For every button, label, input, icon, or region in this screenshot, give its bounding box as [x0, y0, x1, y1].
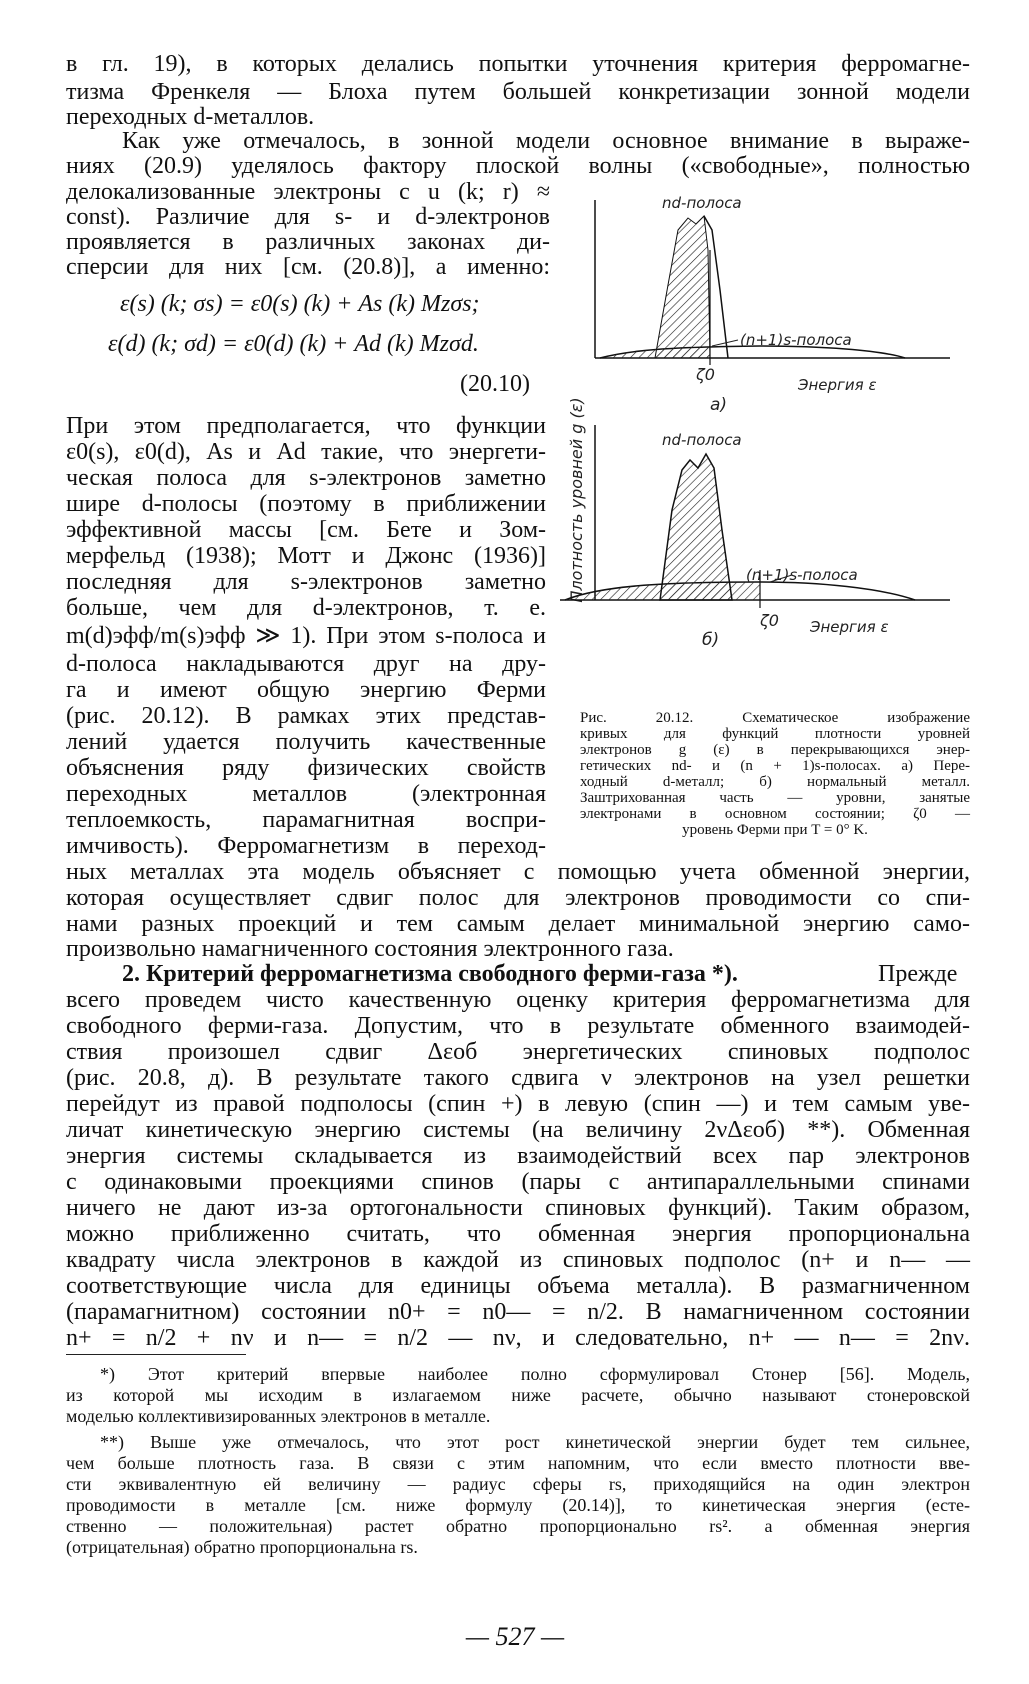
text-line: ниях (20.9) уделялось фактору плоской волны («свободные», полностью [66, 153, 970, 179]
figure-20-12 [560, 190, 980, 700]
panel-letter-b: б) [702, 630, 720, 650]
text-line: которая осуществляет сдвиг полос для электронов проводимости со спи- [66, 885, 970, 911]
caption-line: Рис. 20.12. Схематическое изображение [580, 710, 970, 726]
footnote-line: (отрицательная) обратно пропорциональна rs. [66, 1537, 418, 1557]
text-line: (рис. 20.12). В рамках этих представ- [66, 703, 546, 729]
text-line: проявляется в различных законах ди- [66, 229, 550, 255]
text-line: квадрату числа электронов в каждой из спиновых подполос (n+ и n— — [66, 1247, 970, 1273]
x-axis-label-b: Энергия ε [810, 618, 889, 636]
footnote-line: **) Выше уже отмечалось, что этот рост кинетической энергии будет тем сильнее, [100, 1432, 970, 1452]
text-line: ε0(s), ε0(d), As и Ad такие, что энергети- [66, 439, 546, 465]
text-line: энергия системы складывается из взаимодействий всех пар электронов [66, 1143, 970, 1169]
footnote-rule [66, 1354, 246, 1355]
density-of-states-diagram [560, 190, 980, 700]
text-line: эффективной массы [см. Бете и Зом- [66, 517, 546, 543]
text-line: нами разных проекций и тем самым делает минимальной энергию само- [66, 911, 970, 937]
text-line: ствия произошел сдвиг Δεоб энергетических спиновых подполос [66, 1039, 970, 1065]
text-line: делокализованные электроны с u (k; r) ≈ [66, 179, 550, 205]
d-band-filled-b [660, 454, 732, 600]
caption-line: кривых для функций плотности уровней [580, 726, 970, 742]
text-line: теплоемкость, парамагнитная воспри- [66, 807, 546, 833]
caption-line: ходный d-металл; б) нормальный металл. [580, 774, 970, 790]
text-line: шире d-полосы (поэтому в приближении [66, 491, 546, 517]
text-line: тизма Френкеля — Блоха путем большей конкретизации зонной модели [66, 79, 970, 105]
text-line: const). Различие для s- и d-электронов [66, 204, 550, 230]
text-line: соответствующие числа для единицы объема металла). В размагниченном [66, 1273, 970, 1299]
text-line: перейдут из правой подполосы (спин +) в левую (спин —) и тем самым уве- [66, 1091, 970, 1117]
fermi-label-b: ζ0 [760, 611, 779, 630]
text-line: последняя для s-электронов заметно [66, 569, 546, 595]
text-line: ных металлах эта модель объясняет с помощью учета обменной энергии, [66, 859, 970, 885]
x-axis-label-a: Энергия ε [798, 376, 877, 394]
text-line: всего проведем чисто качественную оценку критерия ферромагнетизма для [66, 987, 970, 1013]
text-line: можно приближенно считать, что обменная энергия пропорциональна [66, 1221, 970, 1247]
ns-band-label-b: (n+1)s-полоса [746, 566, 858, 584]
panel-b [560, 425, 950, 650]
fermi-label-a: ζ0 [696, 365, 715, 384]
text-line: свободного ферми-газа. Допустим, что в результате обменного взаимодей- [66, 1013, 970, 1039]
text-line: ничего не дают из-за ортогональности спиновых функций). Таким образом, [66, 1195, 970, 1221]
panel-a [595, 194, 950, 415]
text-line: (парамагнитном) состоянии n0+ = n0— = n/2. В намагниченном состоянии [66, 1299, 970, 1325]
footnote-line: чем больше плотность газа. В связи с этим напомним, что если вместо плотности вве- [66, 1453, 970, 1473]
caption-line: уровень Ферми при T = 0° K. [682, 822, 868, 838]
nd-band-label-a: nd-полоса [662, 194, 742, 212]
d-band-filled-a [655, 216, 710, 358]
equation-d: ε(d) (k; σd) = ε0(d) (k) + Ad (k) Mzσd. [108, 331, 479, 357]
text-line: мерфельд (1938); Мотт и Джонс (1936)] [66, 543, 546, 569]
text-line: га и имеют общую энергию Ферми [66, 677, 546, 703]
footnote-line: сти эквивалентную ей величину — радиус сферы rs, приходящийся на один электрон [66, 1474, 970, 1494]
text-line: лений удается получить качественные [66, 729, 546, 755]
text-line: объяснения ряду физических свойств [66, 755, 546, 781]
text-line: личат кинетическую энергию системы (на величину 2νΔεоб) **). Обменная [66, 1117, 970, 1143]
text-line: переходных металлов (электронная [66, 781, 546, 807]
equation-s: ε(s) (k; σs) = ε0(s) (k) + As (k) Mzσs; [120, 291, 480, 317]
page-number: — 527 — [465, 1622, 565, 1651]
caption-line: электронами в основном состоянии; ζ0 — [580, 806, 970, 822]
equation-number: (20.10) [460, 371, 530, 397]
footnote-line: ственно — положительная) растет обратно пропорционально rs². а обменная энергия [66, 1516, 970, 1536]
text-line: произвольно намагниченного состояния электронного газа. [66, 936, 674, 962]
text-line-tail: Прежде [878, 961, 958, 987]
caption-line: электронов g (ε) в перекрывающихся энер- [580, 742, 970, 758]
footnote-line: из которой мы исходим в излагаемом ниже расчете, обычно называют стонеровской [66, 1385, 970, 1405]
text-line: d-полоса накладываются друг на дру- [66, 651, 546, 677]
text-line: m(d)эфф/m(s)эфф ≫ 1). При этом s-полоса и [66, 623, 546, 649]
section-heading-text: 2. Критерий ферромагнетизма свободного ферми-газа *). [122, 961, 738, 987]
caption-line: гетических nd- и (n + 1)s-полосах. а) Пере- [580, 758, 970, 774]
text-line: ческая полоса для s-электронов заметно [66, 465, 546, 491]
nd-band-label-b: nd-полоса [662, 431, 742, 449]
text-line: При этом предполагается, что функции [66, 413, 546, 439]
caption-line: Заштрихованная часть — уровни, занятые [580, 790, 970, 806]
section-heading [122, 960, 782, 988]
y-axis-label: Плотность уровней g (ε) [567, 397, 586, 603]
panel-letter-a: а) [710, 395, 728, 415]
text-line: переходных d-металлов. [66, 104, 315, 130]
footnote-line: проводимости в металле [см. ниже формулу (20.14)], то кинетическая энергия (есте- [66, 1495, 970, 1515]
text-line: Как уже отмечалось, в зонной модели основное внимание в выраже- [122, 128, 970, 154]
ns-band-label-a: (n+1)s-полоса [740, 331, 852, 349]
text-line: в гл. 19), в которых делались попытки уточнения критерия ферромагне- [66, 51, 970, 77]
footnote-line: *) Этот критерий впервые наиболее полно сформулировал Стонер [56]. Модель, [100, 1364, 970, 1384]
ns-label-pointer-a [712, 340, 738, 346]
text-line: с одинаковыми проекциями спинов (пары с антипараллельными спинами [66, 1169, 970, 1195]
text-line: имчивость). Ферромагнетизм в переход- [66, 833, 546, 859]
text-line: (рис. 20.8, д). В результате такого сдвига ν электронов на узел решетки [66, 1065, 970, 1091]
footnote-line: моделью коллективизированных электронов в металле. [66, 1406, 491, 1426]
text-line: n+ = n/2 + nν и n— = n/2 — nν, и следовательно, n+ — n— = 2nν. [66, 1325, 970, 1351]
text-line: сперсии для них [см. (20.8)], а именно: [66, 254, 550, 280]
text-line: больше, чем для d-электронов, т. е. [66, 595, 546, 621]
